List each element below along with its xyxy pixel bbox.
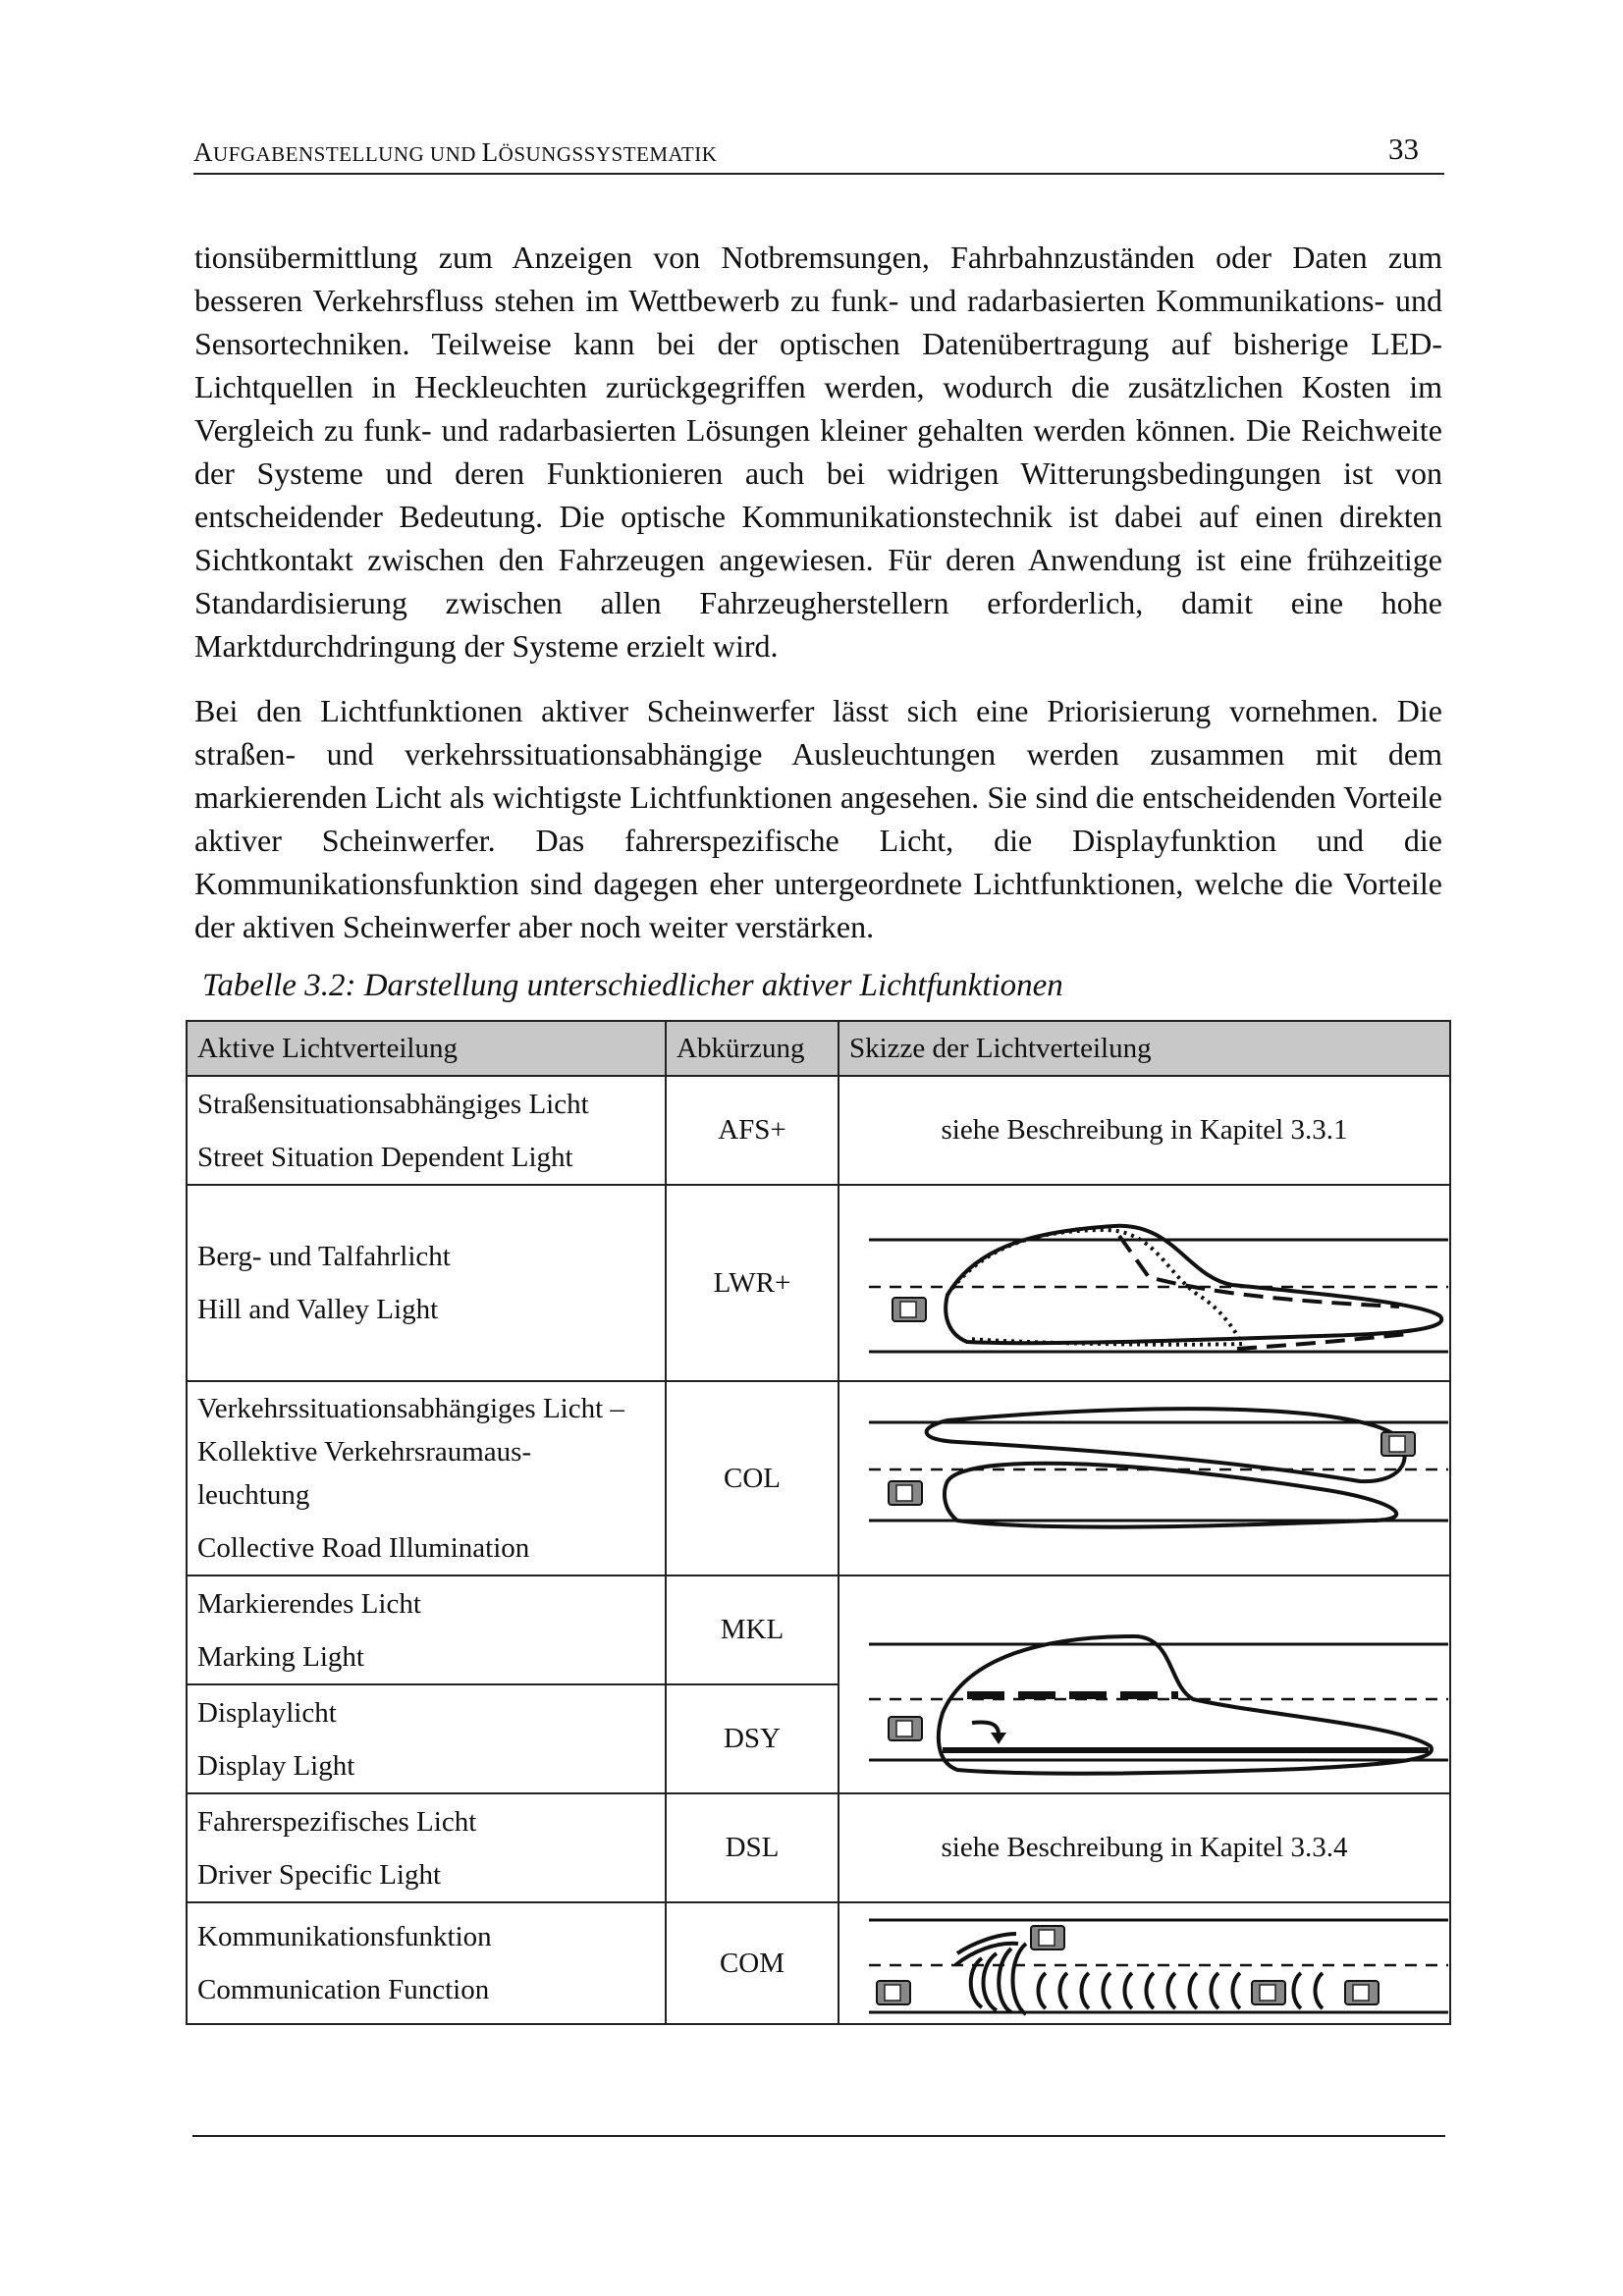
function-name-cell: Straßensituationsabhängiges Licht Street Situation Dependent Light <box>187 1076 666 1185</box>
abbreviation-cell: LWR+ <box>666 1185 839 1381</box>
header-title: AUFGABENSTELLUNG UND LÖSUNGSSYSTEMATIK <box>193 137 718 167</box>
function-name-cell: Markierendes Licht Marking Light <box>187 1575 666 1684</box>
sketch-reference-cell: siehe Beschreibung in Kapitel 3.3.4 <box>839 1793 1450 1902</box>
function-name-cell: Displaylicht Display Light <box>187 1684 666 1793</box>
function-name-cell: Kommunikationsfunktion Communication Function <box>187 1902 666 2024</box>
footer-rule <box>192 2135 1445 2137</box>
sketch-cell <box>839 1381 1450 1575</box>
table-row <box>187 1902 1450 2024</box>
abbreviation-cell: DSL <box>666 1793 839 1902</box>
sketch-cell <box>839 1575 1450 1793</box>
sketch-cell <box>839 1185 1450 1381</box>
col-light-distribution-sketch <box>849 1383 1461 1574</box>
table-row <box>187 1381 1450 1575</box>
table-row <box>187 1793 1450 1902</box>
column-header: Abkürzung <box>666 1021 839 1076</box>
function-name-cell: Fahrerspezifisches Licht Driver Specific Light <box>187 1793 666 1902</box>
sketch-cell <box>839 1902 1450 2024</box>
function-name-cell: Verkehrssituationsabhängiges Licht – Kollektive Verkehrsraumaus- leuchtung Collective Road Illumination <box>187 1381 666 1575</box>
function-name-cell: Berg- und Talfahrlicht Hill and Valley Light <box>187 1185 666 1381</box>
abbreviation-cell: DSY <box>666 1684 839 1793</box>
sketch-reference-cell: siehe Beschreibung in Kapitel 3.3.1 <box>839 1076 1450 1185</box>
table-row <box>187 1575 1450 1684</box>
table-header-row <box>187 1021 1450 1076</box>
abbreviation-cell: COL <box>666 1381 839 1575</box>
mkl-dsy-light-distribution-sketch <box>849 1577 1461 1791</box>
table-caption: Tabelle 3.2: Darstellung unterschiedlicher aktiver Lichtfunktionen <box>202 968 1063 1003</box>
light-functions-table <box>186 1020 1451 2025</box>
abbreviation-cell: AFS+ <box>666 1076 839 1185</box>
com-light-distribution-sketch <box>849 1904 1461 2022</box>
body-paragraph-1: tionsübermittlung zum Anzeigen von Notbremsungen, Fahrbahnzuständen oder Daten zum besseren Verkehrsfluss stehen im Wettbewerb zu funk- und radarbasierten Kommunikations- und Sensortechniken. Teilweise kann bei der optischen Datenübertragung auf bisherige LED-Lichtquellen in Heckleuchten zurückgegriffen werden, wodurch die zusätzlichen Kosten im Vergleich zu funk- und radarbasierten Lösungen kleiner gehalten werden können. Die Reichweite der Systeme und deren Funktionieren auch bei widrigen Witterungsbedingungen ist von entscheidender Bedeutung. Die optische Kommunikationstechnik ist dabei auf einen direkten Sichtkontakt zwischen den Fahrzeugen angewiesen. Für deren Anwendung ist eine frühzeitige Standardisierung zwischen allen Fahrzeugherstellern erforderlich, damit eine hohe Marktdurchdringung der Systeme erzielt wird. <box>194 240 1442 664</box>
table-row <box>187 1076 1450 1185</box>
body-paragraph-2: Bei den Lichtfunktionen aktiver Scheinwerfer lässt sich eine Priorisierung vornehmen. Die straßen- und verkehrssituationsabhängige Ausleuchtungen werden zusammen mit dem markierenden Licht als wichtigste Lichtfunktionen angesehen. Sie sind die entscheidenden Vorteile aktiver Scheinwerfer. Das fahrerspezifische Licht, die Displayfunktion und die Kommunikationsfunktion sind dagegen eher untergeordnete Lichtfunktionen, welche die Vorteile der aktiven Scheinwerfer aber noch weiter verstärken. <box>194 693 1442 944</box>
table-row <box>187 1185 1450 1381</box>
abbreviation-cell: MKL <box>666 1575 839 1684</box>
abbreviation-cell: COM <box>666 1902 839 2024</box>
page-number: 33 <box>1388 132 1419 166</box>
running-header <box>193 130 1444 175</box>
lwr-light-distribution-sketch <box>849 1187 1461 1379</box>
column-header: Skizze der Lichtverteilung <box>839 1021 1450 1076</box>
column-header: Aktive Lichtverteilung <box>187 1021 666 1076</box>
